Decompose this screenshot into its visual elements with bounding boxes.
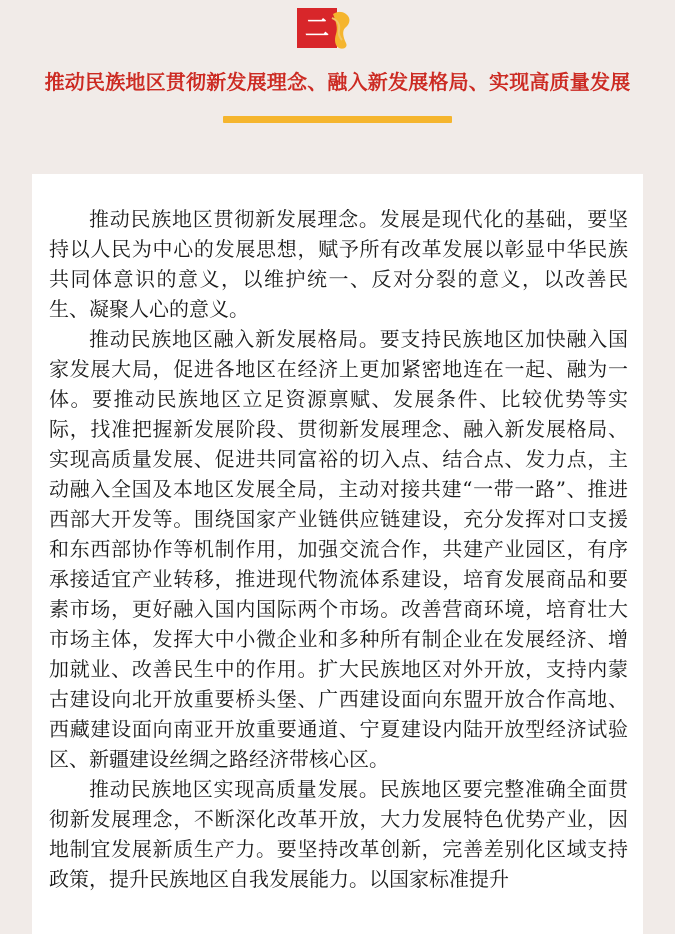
- section-number-badge: [297, 8, 355, 50]
- paragraph-innovation: 推动民族地区贯彻新发展理念。发展是现代化的基础，要坚持以人民为中心的发展思想，赋予所有改革发展以彰显中华民族共同体意识的意义，以维护统一、反对分裂的意义，以改善民生、凝聚人心的意义。: [49, 207, 628, 321]
- article-body: [49, 204, 628, 894]
- section-title: 推动民族地区贯彻新发展理念、融入新发展格局、实现高质量发展: [44, 70, 631, 94]
- paragraph-high-quality: 推动民族地区实现高质量发展。民族地区要完整准确全面贯彻新发展理念，不断深化改革开放，大力发展特色优势产业，因地制宜发展新质生产力。要坚持改革创新，完善差别化区域支持政策，提升民族地区自我发展能力。以国家标准提升: [49, 777, 628, 891]
- section-number: 二: [297, 8, 337, 48]
- title-underline: [223, 116, 452, 123]
- paragraph-new-pattern: 推动民族地区融入新发展格局。要支持民族地区加快融入国家发展大局，促进各地区在经济上更加紧密地连在一起、融为一体。要推动民族地区立足资源禀赋、发展条件、比较优势等实际，找准把握新发展阶段、贯彻新发展理念、融入新发展格局、实现高质量发展、促进共同富裕的切入点、结合点、发力点，主动融入全国及本地区发展全局，主动对接共建“一带一路”、推进西部大开发等。围绕国家产业链供应链建设，充分发挥对口支援和东西部协作等机制作用，加强交流合作，共建产业园区，有序承接适宜产业转移，推进现代物流体系建设，培育发展商品和要素市场，更好融入国内国际两个市场。改善营商环境，培育壮大市场主体，发挥大中小微企业和多种所有制企业在发展经济、增加就业、改善民生中的作用。扩大民族地区对外开放，支持内蒙古建设向北开放重要桥头堡、广西建设面向东盟开放合作高地、西藏建设面向南亚开放重要通道、宁夏建设内陆开放型经济试验区、新疆建设丝绸之路经济带核心区。: [49, 327, 628, 771]
- ribbon-decoration-icon: [330, 10, 354, 50]
